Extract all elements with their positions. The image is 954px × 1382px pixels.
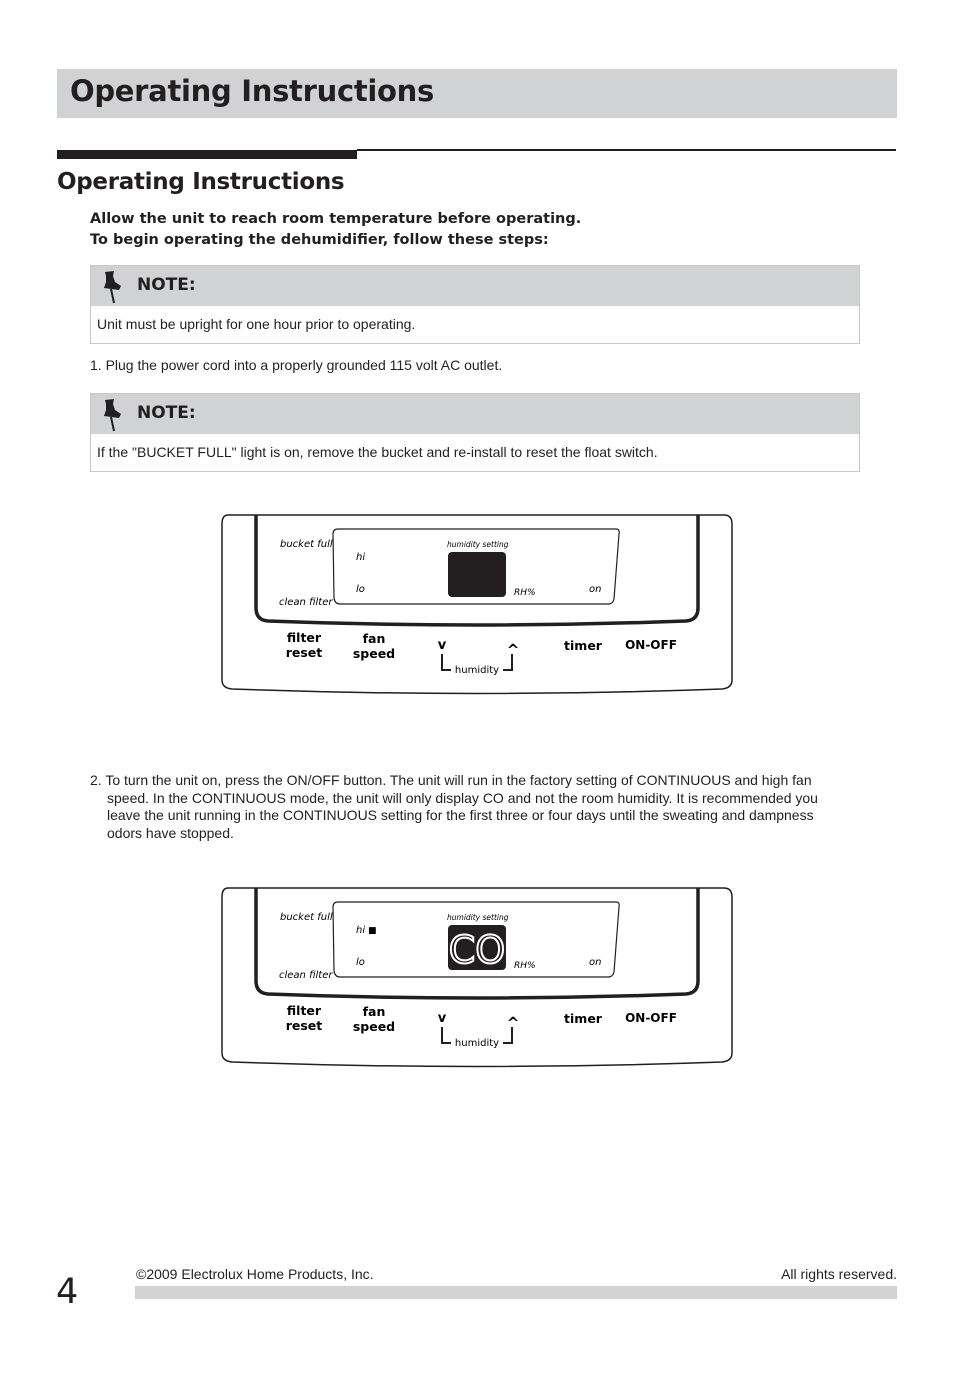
- humidity-down-button[interactable]: v: [437, 638, 447, 653]
- timer-button[interactable]: timer: [564, 1011, 602, 1026]
- intro-line-2: To begin operating the dehumidifier, follow these steps:: [90, 232, 549, 248]
- note-label: NOTE:: [137, 403, 196, 423]
- on-label: on: [589, 584, 602, 595]
- speed-label: speed: [352, 1019, 396, 1034]
- intro-line-1: Allow the unit to reach room temperature before operating.: [90, 211, 582, 227]
- humidity-up-button[interactable]: ^: [506, 641, 520, 659]
- rh-label: RH%: [514, 588, 536, 598]
- note-header: [91, 394, 859, 434]
- note-header: [91, 266, 859, 306]
- control-panel-illustration-co: [220, 885, 734, 1069]
- clean-filter-label: clean filter: [279, 970, 333, 981]
- note-box: [90, 393, 860, 472]
- lcd-co-readout: CO: [448, 928, 506, 972]
- footer-copyright: ©2009 Electrolux Home Products, Inc.: [136, 1266, 374, 1282]
- reset-label: reset: [285, 1018, 323, 1033]
- filter-label: filter: [286, 1003, 322, 1018]
- humidity-label: humidity: [454, 665, 500, 676]
- rh-label: RH%: [514, 961, 536, 971]
- reset-label: reset: [285, 645, 323, 660]
- page-number: 4: [56, 1272, 79, 1312]
- clean-filter-label: clean filter: [279, 597, 333, 608]
- humidity-down-button[interactable]: v: [437, 1011, 447, 1026]
- humidity-up-button[interactable]: ^: [506, 1014, 520, 1032]
- pushpin-icon: [100, 270, 124, 304]
- fan-label: fan: [362, 631, 386, 646]
- on-off-button[interactable]: ON-OFF: [625, 1011, 677, 1025]
- note-label: NOTE:: [137, 275, 196, 295]
- filter-label: filter: [286, 630, 322, 645]
- note-box: [90, 265, 860, 344]
- on-label: on: [589, 957, 602, 968]
- note-text: If the "BUCKET FULL" light is on, remove the bucket and re-install to reset the float switch.: [97, 444, 658, 460]
- humidity-setting-label: humidity setting: [447, 913, 509, 922]
- humidity-setting-label: humidity setting: [447, 540, 509, 549]
- on-off-button[interactable]: ON-OFF: [625, 638, 677, 652]
- section-rule-thin: [357, 149, 896, 151]
- step-2: [90, 772, 860, 842]
- section-rule-thick: [57, 150, 357, 159]
- note-text: Unit must be upright for one hour prior to operating.: [97, 316, 416, 332]
- header-bar: [57, 69, 897, 118]
- control-panel-illustration: [220, 512, 734, 696]
- step-2-line: speed. In the CONTINUOUS mode, the unit will only display CO and not the room humidity. It is recommended you: [107, 789, 818, 806]
- page-header-title: Operating Instructions: [70, 74, 434, 108]
- bucket-full-label: bucket full: [280, 912, 333, 923]
- step-2-line: odors have stopped.: [107, 824, 234, 841]
- hi-label: hi: [356, 925, 366, 936]
- fan-label: fan: [362, 1004, 386, 1019]
- step-2-line: 2. To turn the unit on, press the ON/OFF button. The unit will run in the factory setting of CONTINUOUS and high fan: [90, 772, 812, 788]
- bucket-full-label: bucket full: [280, 539, 333, 550]
- step-1: 1. Plug the power cord into a properly grounded 115 volt AC outlet.: [90, 357, 503, 373]
- footer-bar: [135, 1286, 897, 1299]
- intro-text: [90, 209, 581, 251]
- footer-rights: All rights reserved.: [781, 1266, 897, 1282]
- lcd-display: [448, 552, 506, 597]
- timer-button[interactable]: timer: [564, 638, 602, 653]
- hi-label: hi: [356, 552, 366, 563]
- speed-label: speed: [352, 646, 396, 661]
- hi-indicator-icon: ■: [368, 926, 377, 936]
- lo-label: lo: [356, 957, 365, 968]
- pushpin-icon: [100, 398, 124, 432]
- step-2-line: leave the unit running in the CONTINUOUS setting for the first three or four days until the sweating and dampness: [107, 807, 814, 823]
- lo-label: lo: [356, 584, 365, 595]
- section-title: Operating Instructions: [57, 169, 345, 195]
- humidity-label: humidity: [454, 1038, 500, 1049]
